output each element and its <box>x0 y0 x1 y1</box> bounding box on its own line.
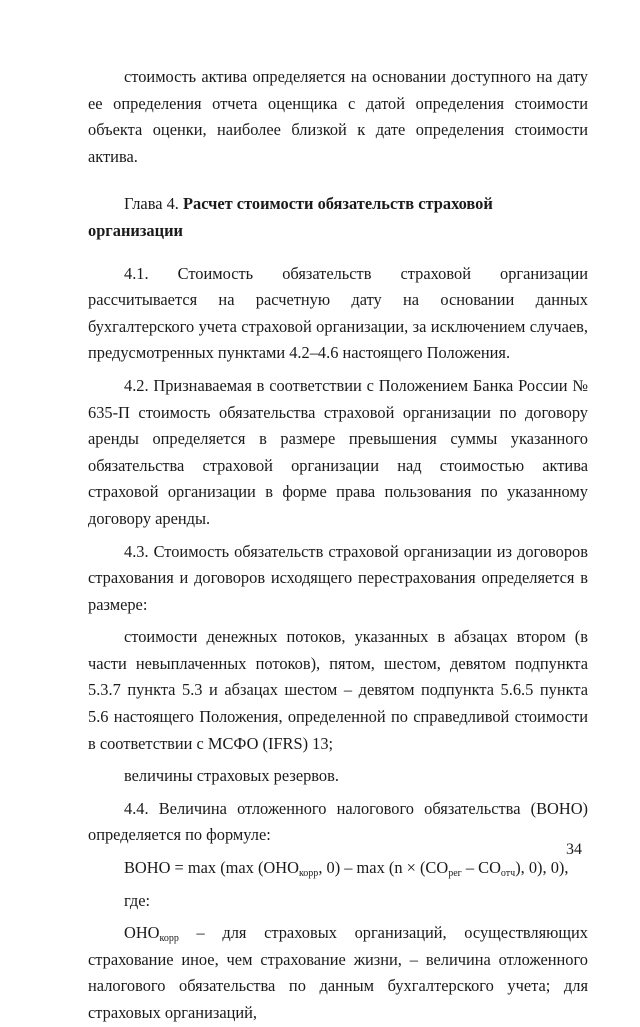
ono-definition-text: – для страховых организаций, осуществляющих страхование иное, чем страхование жизни, – величина отложенного налогового обязательства по данным бухгалтерского учета; для страховых организаций, <box>88 923 588 1022</box>
paragraph-4-3: 4.3. Стоимость обязательств страховой организации из договоров страхования и договоров исходящего перестрахования определяется в размере: <box>88 541 588 614</box>
where-label: где: <box>124 890 151 910</box>
formula-part-4: ), 0), 0), <box>515 858 569 878</box>
page-number: 34 <box>566 841 582 858</box>
intro-paragraph: стоимость актива определяется на основании доступного на дату ее определения отчета оценщика с датой определения стоимости объекта оценки, наиболее близкой к дате определения стоимости актива. <box>88 67 588 166</box>
paragraph-4-4: 4.4. Величина отложенного налогового обязательства (ВОНО) определяется по формуле: <box>88 798 588 845</box>
document-page <box>88 64 588 1027</box>
paragraph-4-3-item-a: стоимости денежных потоков, указанных в абзацах втором (в части невыплаченных потоков), пятом, шестом, девятом подпункта 5.3.7 пункта 5.3 и абзацах шестом – девятом подпункта 5.6.5 пункта 5.6 настоящего Положения, определенной по справедливой стоимости в соответствии с МСФО (IFRS) 13; <box>88 627 588 753</box>
chapter-heading <box>88 191 588 244</box>
vono-formula <box>88 855 588 882</box>
ono-term-sub: корр <box>159 933 179 945</box>
ono-term: ОНО <box>124 923 160 943</box>
formula-sub-korr: корр <box>298 868 319 880</box>
chapter-prefix: Глава 4. <box>124 194 183 214</box>
formula-sub-reg: рег <box>448 868 462 880</box>
ono-definition <box>88 920 588 1026</box>
paragraph-4-3-item-b: величины страховых резервов. <box>124 766 339 786</box>
formula-part-3: – СО <box>461 858 501 878</box>
formula-part-2: , 0) – max (n × (СО <box>318 858 449 878</box>
paragraph-4-2: 4.2. Признаваемая в соответствии с Положением Банка России № 635-П стоимость обязательства страховой организации по договору аренды определяется в размере превышения суммы указанного обязательства страховой организации над стоимостью актива страховой организации в форме права пользования по указанному договору аренды. <box>88 375 588 528</box>
formula-sub-otch: отч <box>500 868 516 880</box>
formula-part-1: ВОНО = max (max (ОНО <box>124 858 299 878</box>
paragraph-4-1: 4.1. Стоимость обязательств страховой организации рассчитывается на расчетную дату на основании данных бухгалтерского учета страховой организации, за исключением случаев, предусмотренных пунктами 4.2–4.6 настоящего Положения. <box>88 263 588 363</box>
chapter-title: Расчет стоимости обязательств страховой организации <box>88 194 493 240</box>
